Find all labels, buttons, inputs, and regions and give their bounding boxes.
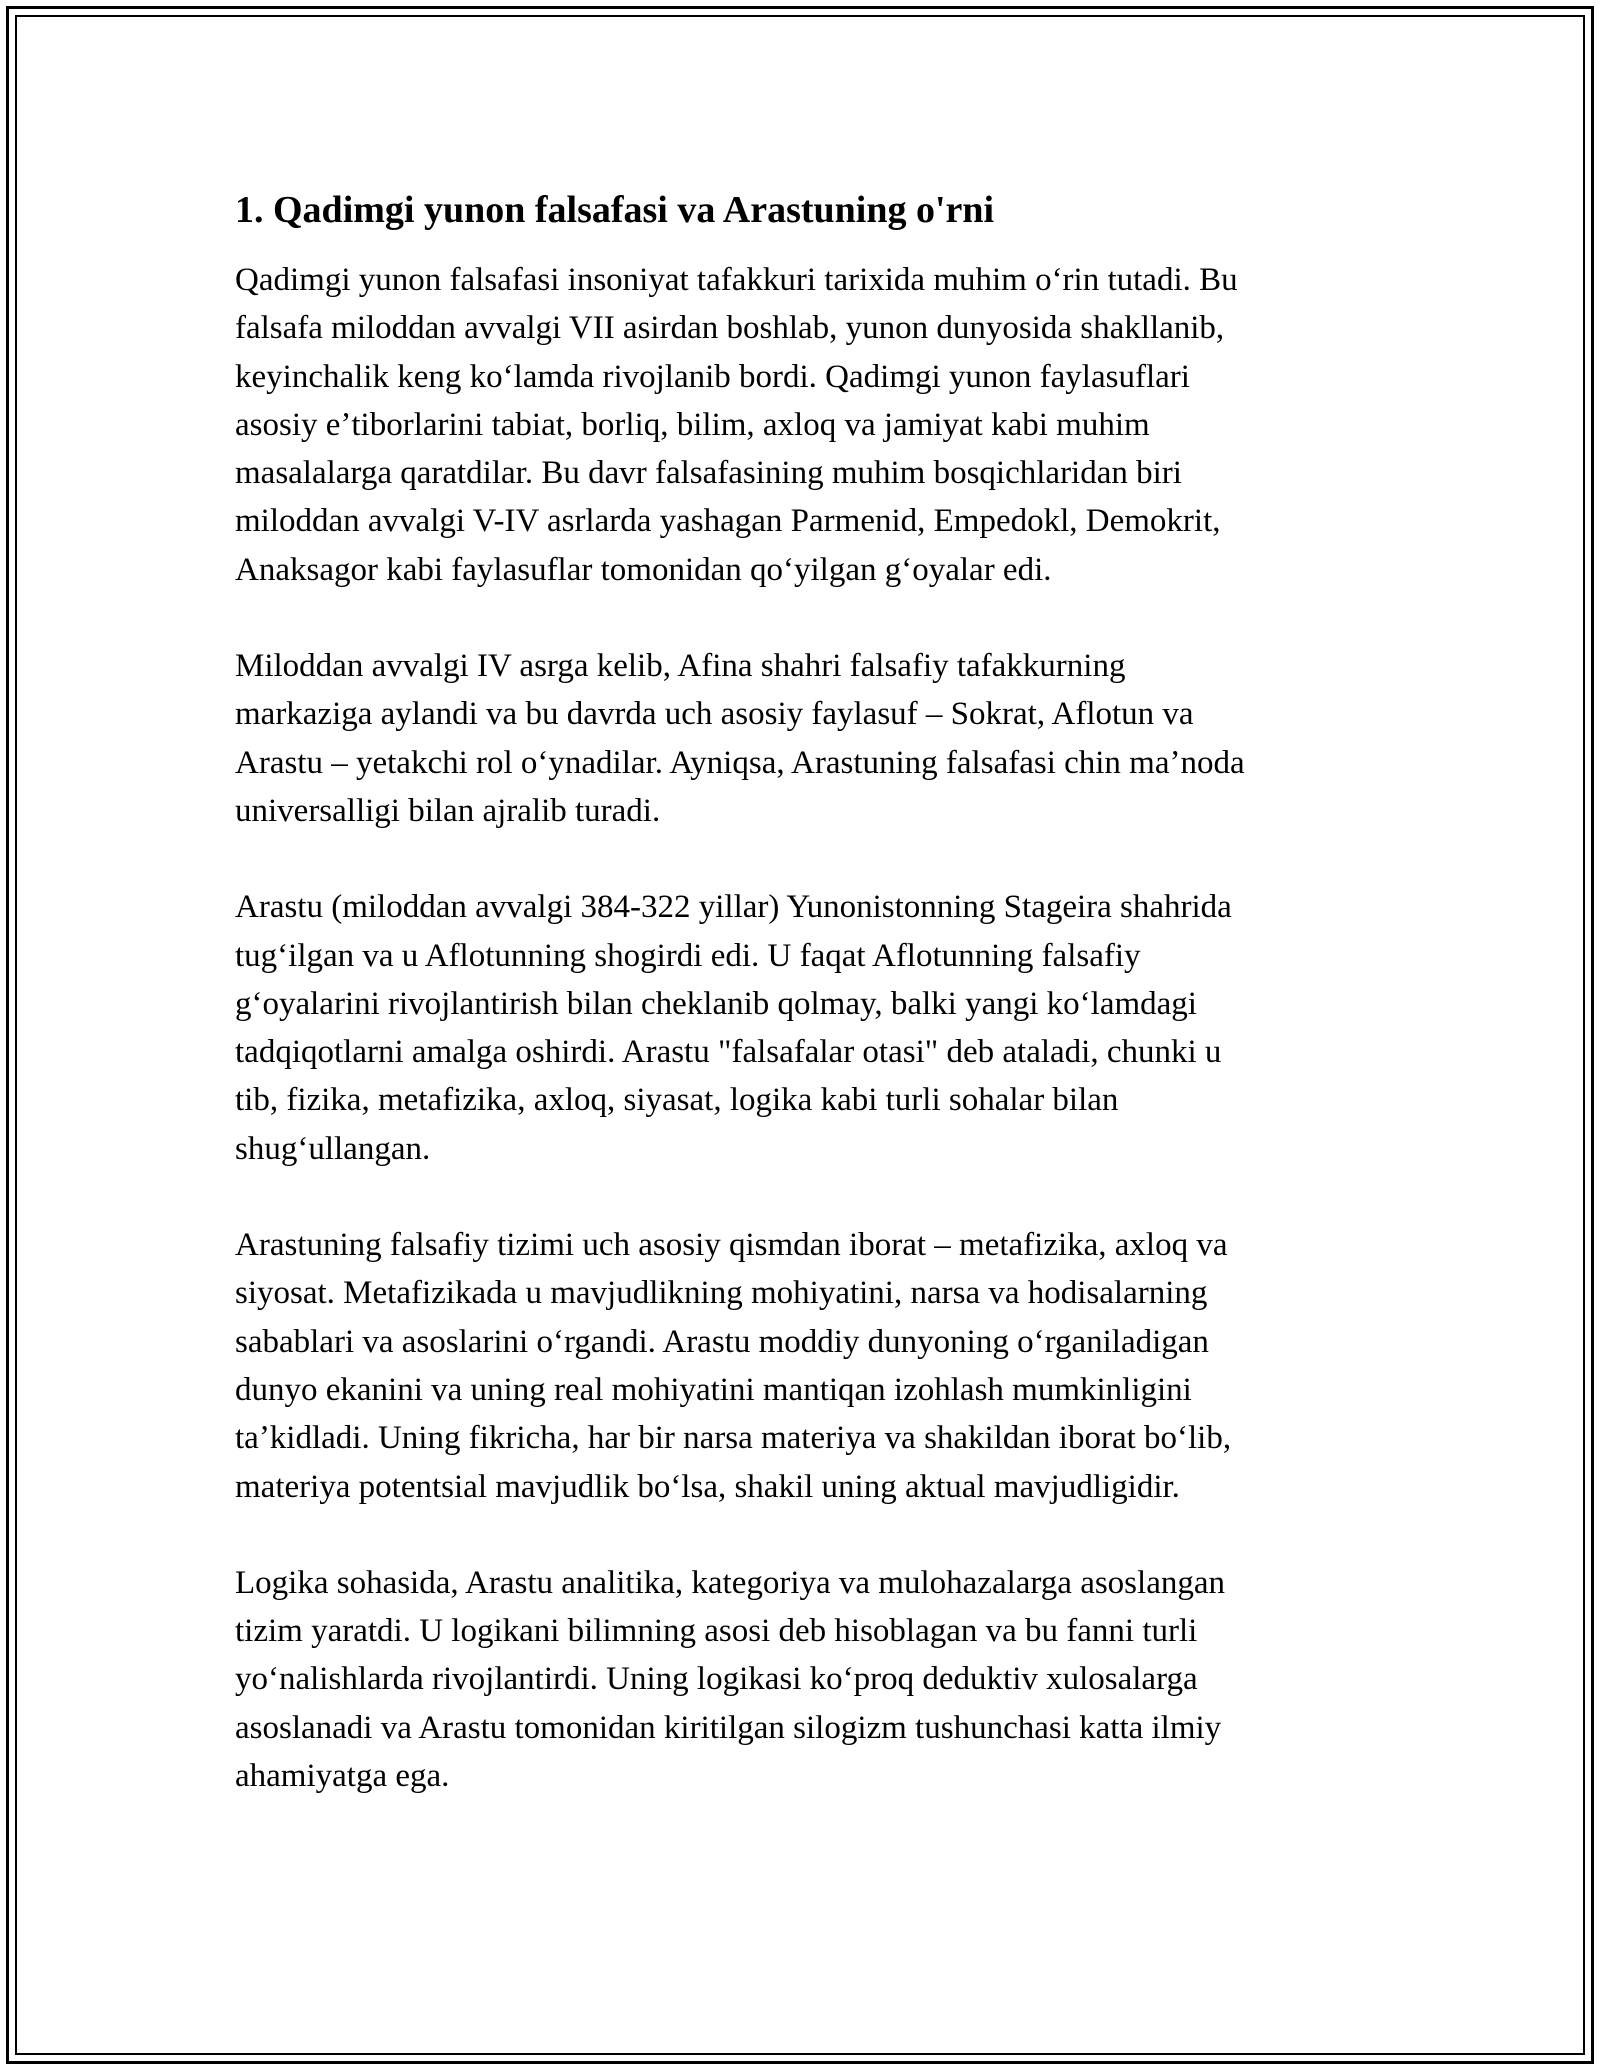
paragraph-1: Qadimgi yunon falsafasi insoniyat tafakkuri tarixida muhim oʻrin tutadi. Bu falsafa miloddan avvalgi VII asirdan boshlab, yunon dunyosida shakllanib, keyinchalik keng koʻlamda rivojlanib bordi. Qadimgi yunon faylasuflari asosiy eʼtiborlarini tabiat, borliq, bilim, axloq va jamiyat kabi muhim masalalarga qaratdilar. Bu davr falsafasining muhim bosqichlaridan biri miloddan avvalgi V-IV asrlarda yashagan Parmenid, Empedokl, Demokrit, Anaksagor kabi faylasuflar tomonidan qoʻyilgan gʻoyalar edi. bbox=[235, 262, 1238, 588]
paragraph-4: Arastuning falsafiy tizimi uch asosiy qismdan iborat – metafizika, axloq va siyosat. Metafizikada u mavjudlikning mohiyatini, narsa va hodisalarning sabablari va asoslarini oʻrgandi. Arastu moddiy dunyoning oʻrganiladigan dunyo ekanini va uning real mohiyatini mantiqan izohlash mumkinligini taʼkidladi. Uning fikricha, har bir narsa materiya va shakildan iborat boʻlib, materiya potentsial mavjudlik boʻlsa, shakil uning aktual mavjudligidir. bbox=[235, 1227, 1232, 1505]
section-heading: 1. Qadimgi yunon falsafasi va Arastuning o'rni bbox=[235, 189, 995, 231]
paragraph-2: Miloddan avvalgi IV asrga kelib, Afina shahri falsafiy tafakkurning markaziga aylandi va bu davrda uch asosiy faylasuf – Sokrat, Aflotun va Arastu – yetakchi rol oʻynadilar. Ayniqsa, Arastuning falsafasi chin maʼnoda universalligi bilan ajralib turadi. bbox=[235, 648, 1245, 829]
document-body bbox=[235, 186, 1385, 1848]
paragraph-3: Arastu (miloddan avvalgi 384-322 yillar) Yunonistonning Stageira shahrida tugʻilgan va u Aflotunning shogirdi edi. U faqat Aflotunning falsafiy gʻoyalarini rivojlantirish bilan cheklanib qolmay, balki yangi koʻlamdagi tadqiqotlarni amalga oshirdi. Arastu "falsafalar otasi" deb ataladi, chunki u tib, fizika, metafizika, axloq, siyasat, logika kabi turli sohalar bilan shugʻullangan. bbox=[235, 889, 1232, 1167]
paragraph-5: Logika sohasida, Arastu analitika, kategoriya va mulohazalarga asoslangan tizim yaratdi. U logikani bilimning asosi deb hisoblagan va bu fanni turli yoʻnalishlarda rivojlantirdi. Uning logikasi koʻproq deduktiv xulosalarga asoslanadi va Arastu tomonidan kiritilgan silogizm tushunchasi katta ilmiy ahamiyatga ega. bbox=[235, 1564, 1225, 1795]
